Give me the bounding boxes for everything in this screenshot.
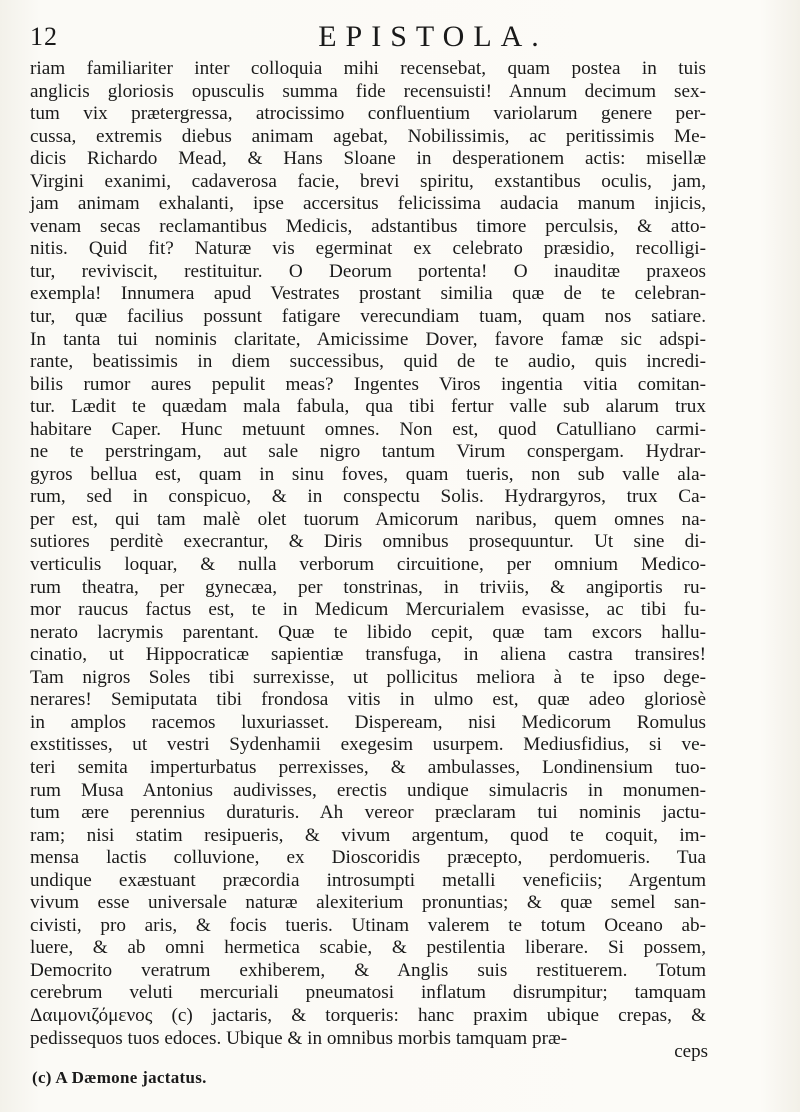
text-line: tur, quæ facilius possunt fatigare verecundiam tuam, quam nos satiare. xyxy=(30,306,706,328)
text-line: tur, reviviscit, restituitur. O Deorum portenta! O inauditæ praxeos xyxy=(30,260,706,282)
text-line: ne te perstringam, aut sale nigro tantum Virum conspergam. Hydrar- xyxy=(30,441,706,463)
running-title: EPISTOLA. xyxy=(318,20,548,53)
text-line: exempla! Innumera apud Vestrates prostant similia quæ de te celebran- xyxy=(30,283,706,305)
text-line: ram; nisi statim resipueris, & vivum argentum, quod te coquit, im- xyxy=(30,824,706,846)
text-line: riam familiariter inter colloquia mihi recensebat, quam postea in tuis xyxy=(30,58,706,79)
text-line: In tanta tui nominis claritate, Amicissime Dover, favore famæ sic adspi- xyxy=(30,328,706,350)
text-line: cussa, extremis diebus animam agebat, Nobilissimis, ac peritissimis Me- xyxy=(30,125,706,147)
text-line: anglicis gloriosis opusculis summa fide recensuisti! Annum decimum sex- xyxy=(30,80,706,102)
text-line: tum ære perennius duraturis. Ah vereor præclaram tui nominis jactu- xyxy=(30,802,706,824)
text-line: undique exæstuant præcordia introsumpti metalli veneficiis; Argentum xyxy=(30,869,706,891)
text-line: exstitisses, ut vestri Sydenhamii exegesim usurpem. Mediusfidius, si ve- xyxy=(30,734,706,756)
catchword: ceps xyxy=(674,1041,708,1062)
text-line: nerato lacrymis parentant. Quæ te libido cepit, quæ tam excors hallu- xyxy=(30,621,706,643)
text-line: cinatio, ut Hippocraticæ sapientiæ transfuga, in aliena castra transires! xyxy=(30,644,706,666)
text-line: bilis rumor aures pepulit meas? Ingentes Viros ingentia vitia comitan- xyxy=(30,373,706,395)
text-line: in amplos racemos luxuriasset. Dispeream, nisi Medicorum Romulus xyxy=(30,711,706,733)
text-line: venam secas reclamantibus Medicis, adstantibus timore perculsis, & atto- xyxy=(30,215,706,237)
text-line: mor raucus factus est, te in Medicum Mercurialem evasisse, ac tibi fu- xyxy=(30,599,706,621)
text-line: verticulis loquar, & nulla verborum circuitione, per omnium Medico- xyxy=(30,554,706,576)
footnote: (c) A Dæmone jactatus. xyxy=(32,1068,207,1087)
text-line: teri semita imperturbatus perrexisses, & ambulasses, Londinensium tuo- xyxy=(30,756,706,778)
text-line: gyros bellua est, quam in sinu foves, quam tueris, non sub valle ala- xyxy=(30,463,706,485)
page-header xyxy=(28,18,768,54)
text-line: rante, beatissimis in diem successibus, quid de te audio, quis incredi- xyxy=(30,351,706,373)
text-line: mensa lactis colluvione, ex Dioscoridis præcepto, perdomueris. Tua xyxy=(30,847,706,869)
text-line: tur. Lædit te quædam mala fabula, qua tibi fertur valle sub alarum trux xyxy=(30,396,706,418)
text-line: cerebrum veluti mercuriali pneumatosi inflatum disrumpitur; tamquam xyxy=(30,982,706,1004)
text-line: vivum esse universale naturæ alexiterium pronuntias; & quæ semel san- xyxy=(30,892,706,914)
text-line: tum vix prætergressa, atrocissimo confluentium variolarum genere per- xyxy=(30,103,706,125)
text-line: Democrito veratrum exhiberem, & Anglis suis restituerem. Totum xyxy=(30,959,706,981)
text-line: habitare Caper. Hunc metuunt omnes. Non est, quod Catulliano carmi- xyxy=(30,418,706,440)
text-line: rum theatra, per gynecæa, per tonstrinas, in triviis, & angiportis ru- xyxy=(30,576,706,598)
text-line: dicis Richardo Mead, & Hans Sloane in desperationem actis: misellæ xyxy=(30,148,706,170)
text-line: pedissequos tuos edoces. Ubique & in omnibus morbis tamquam præ- xyxy=(30,1027,568,1049)
text-line: Tam nigros Soles tibi surrexisse, ut pollicitus meliora à te ipso dege- xyxy=(30,666,706,688)
text-line: nitis. Quid fit? Naturæ vis egerminat ex celebrato præsidio, recolligi- xyxy=(30,238,706,260)
text-line: luere, & ab omni hermetica scabie, & pestilentia liberare. Si possem, xyxy=(30,937,706,959)
text-line: rum Musa Antonius audivisses, erectis undique simulacris in monumen- xyxy=(30,779,706,801)
text-line: rum, sed in conspicuo, & in conspectu Solis. Hydrargyros, trux Ca- xyxy=(30,486,706,508)
text-line: Δαιμονιζόμενος (c) jactaris, & torqueris: hanc praxim ubique crepas, & xyxy=(30,1004,706,1026)
page-number: 12 xyxy=(30,22,58,51)
text-line: Virgini exanimi, cadaverosa facie, brevi spiritu, exstantibus oculis, jam, xyxy=(30,170,706,192)
text-line: jam animam exhalanti, ipse accersitus felicissima audacia manum injicis, xyxy=(30,193,706,215)
body-text xyxy=(30,58,706,1050)
text-line: civisti, pro aris, & focis tueris. Utinam valerem te totum Oceano ab- xyxy=(30,914,706,936)
text-line: per est, qui tam malè olet tuorum Amicorum naribus, quem omnes na- xyxy=(30,508,706,530)
text-line: sutiores perditè execrantur, & Diris omnibus prosequuntur. Ut sine di- xyxy=(30,531,706,553)
text-line: nerares! Semiputata tibi frondosa vitis in ulmo est, quæ adeo gloriosè xyxy=(30,689,706,711)
